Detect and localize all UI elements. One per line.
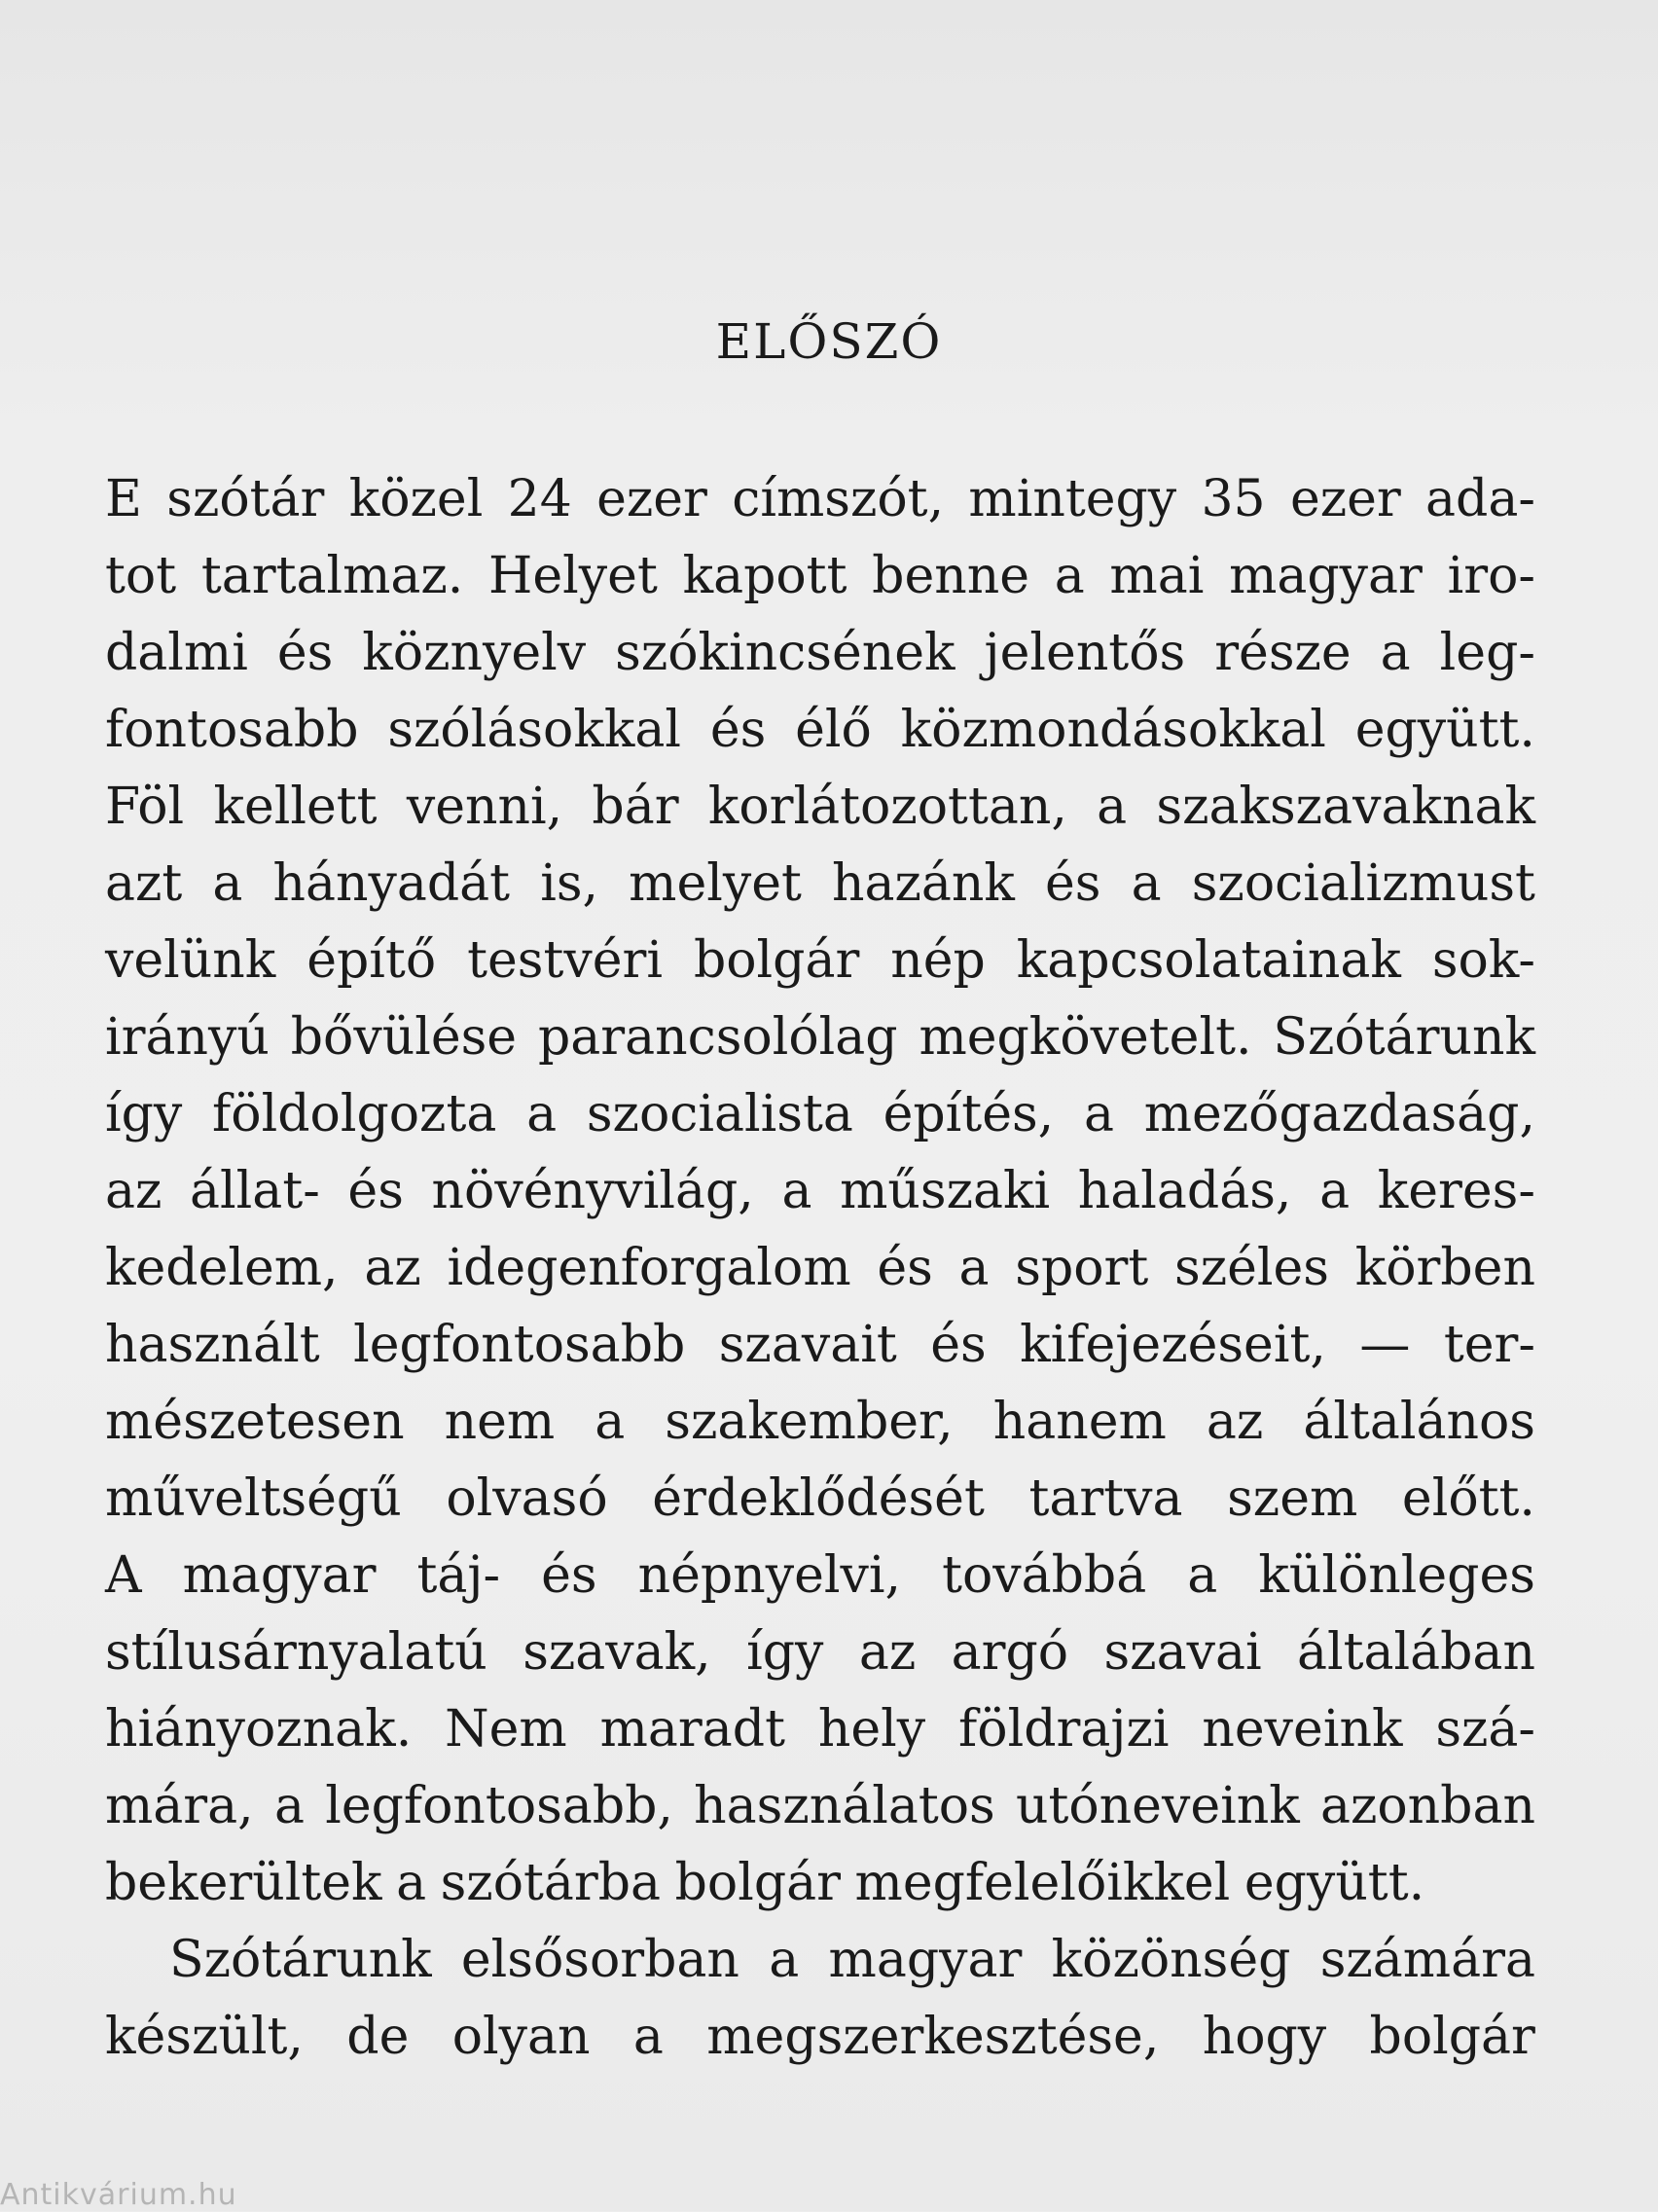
watermark: Antikvárium.hu [0, 2178, 237, 2212]
text-line: Szótárunk elsősorban a magyar közönség számára [169, 1931, 1535, 1989]
text-line: mára, a legfontosabb, használatos utóneveink azonban [105, 1777, 1535, 1835]
text-line: műveltségű olvasó érdeklődését tartva szem előtt. [105, 1469, 1535, 1528]
preface-text [105, 461, 1535, 2076]
text-line: stílusárnyalatú szavak, így az argó szavai általában [105, 1623, 1535, 1682]
text-line: azt a hányadát is, melyet hazánk és a szocializmust [105, 854, 1535, 913]
text-line: így földolgozta a szocialista építés, a mezőgazdaság, [105, 1085, 1535, 1143]
text-line: mészetesen nem a szakember, hanem az általános [105, 1393, 1535, 1451]
text-line: kedelem, az idegenforgalom és a sport széles körben [105, 1239, 1535, 1297]
text-line: készült, de olyan a megszerkesztése, hogy bolgár [105, 2008, 1535, 2066]
page-title: ELŐSZÓ [715, 313, 943, 370]
text-line: hiányoznak. Nem maradt hely földrajzi neveink szá- [105, 1700, 1535, 1759]
text-line: bekerültek a szótárba bolgár megfelelőikkel együtt. [105, 1854, 1425, 1912]
text-line: tot tartalmaz. Helyet kapott benne a mai magyar iro- [105, 547, 1535, 605]
text-line: az állat- és növényvilág, a műszaki haladás, a keres- [105, 1162, 1535, 1220]
text-line: A magyar táj- és népnyelvi, továbbá a különleges [105, 1546, 1535, 1605]
text-line: fontosabb szólásokkal és élő közmondásokkal együtt. [105, 701, 1535, 759]
text-line: használt legfontosabb szavait és kifejezéseit, — ter- [105, 1316, 1535, 1374]
text-line: Föl kellett venni, bár korlátozottan, a szakszavaknak [105, 778, 1535, 836]
text-line: E szótár közel 24 ezer címszót, mintegy 35 ezer ada- [105, 470, 1535, 528]
text-line: dalmi és köznyelv szókincsének jelentős része a leg- [105, 624, 1535, 682]
text-line: velünk építő testvéri bolgár nép kapcsolatainak sok- [105, 931, 1535, 990]
text-line: irányú bővülése parancsolólag megkövetelt. Szótárunk [105, 1008, 1535, 1067]
